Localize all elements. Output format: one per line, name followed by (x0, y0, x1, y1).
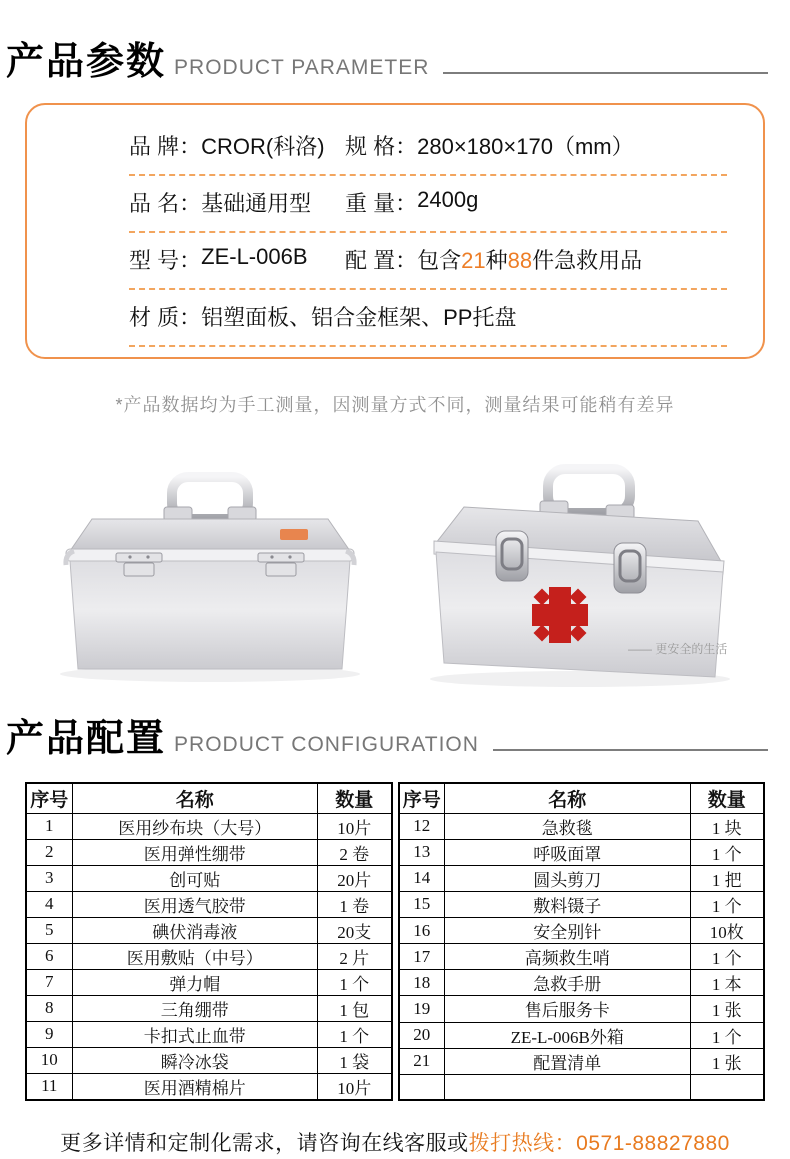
model-label: 型 号： (129, 248, 202, 273)
table-cell-name (445, 1074, 691, 1099)
section-parameter-heading (0, 0, 790, 85)
table-row (26, 839, 392, 865)
table-cell-qty: 1 个 (318, 969, 392, 995)
orange-sticker (280, 529, 308, 540)
size-value: 280×180×170（mm） (417, 134, 634, 159)
table-cell-no: 7 (26, 969, 72, 995)
config-value: 包含21种88件急救用品 (417, 248, 643, 273)
section-title-en: PRODUCT PARAMETER (174, 56, 430, 79)
table-row (399, 970, 765, 996)
table-cell-name: 卡扣式止血带 (72, 1021, 318, 1047)
table-cell-qty: 1 把 (690, 865, 764, 891)
table-row (26, 969, 392, 995)
table-cell-no: 18 (399, 970, 445, 996)
table-cell-qty: 1 块 (690, 813, 764, 839)
config-kind-count: 21 (461, 248, 486, 273)
case-rim (66, 549, 354, 561)
table-cell-no: 6 (26, 943, 72, 969)
table-cell-no: 5 (26, 917, 72, 943)
table-cell-qty: 20片 (318, 865, 392, 891)
spec-box (25, 103, 765, 359)
case-handle (164, 477, 256, 521)
name-value: 基础通用型 (201, 191, 312, 216)
table-cell-qty: 10片 (318, 813, 392, 839)
table-cell-name: 三角绷带 (72, 995, 318, 1021)
table-cell-no: 14 (399, 865, 445, 891)
table-cell-qty: 1 包 (318, 995, 392, 1021)
table-cell-name: 敷料镊子 (445, 891, 691, 917)
table-row (26, 917, 392, 943)
footer-text: 更多详情和定制化需求，请咨询在线客服或 (60, 1131, 469, 1155)
table-cell-qty: 1 个 (690, 1022, 764, 1048)
table-cell-no: 16 (399, 918, 445, 944)
table-cell-no: 1 (26, 813, 72, 839)
spec-name (129, 187, 345, 218)
table-row (26, 943, 392, 969)
material-label: 材 质： (129, 305, 202, 330)
table-cell-name: 安全别针 (445, 918, 691, 944)
spec-row-material (129, 290, 727, 347)
case-body (70, 561, 350, 669)
table-cell-no: 21 (399, 1048, 445, 1074)
table-cell-no: 11 (26, 1073, 72, 1100)
table-cell-name: 医用透气胶带 (72, 891, 318, 917)
table-cell-qty: 2 片 (318, 943, 392, 969)
table-cell-name: 急救手册 (445, 970, 691, 996)
table-row (399, 1048, 765, 1074)
table-cell-name: 医用敷贴（中号） (72, 943, 318, 969)
product-photo-front (400, 443, 760, 693)
table-row (399, 839, 765, 865)
section-title-zh: 产品配置 (6, 718, 167, 760)
column-header-name: 名称 (72, 783, 318, 813)
table-row (26, 1021, 392, 1047)
table-row (399, 891, 765, 917)
table-cell-qty: 10枚 (690, 918, 764, 944)
spec-material (129, 301, 516, 332)
table-cell-no: 20 (399, 1022, 445, 1048)
column-header-qty: 数量 (690, 783, 764, 813)
table-cell-qty: 1 卷 (318, 891, 392, 917)
table-cell-name: 弹力帽 (72, 969, 318, 995)
configuration-tables (0, 782, 790, 1101)
table-cell-qty: 1 袋 (318, 1047, 392, 1073)
table-cell-name: 圆头剪刀 (445, 865, 691, 891)
table-cell-no: 4 (26, 891, 72, 917)
table-row (399, 918, 765, 944)
product-photo-back (30, 443, 390, 693)
first-aid-case-front-illustration (400, 443, 760, 693)
case-handle (540, 469, 634, 519)
table-header-row (26, 783, 392, 813)
name-label: 品 名： (129, 191, 202, 216)
size-label: 规 格： (345, 134, 418, 159)
footer-contact-line (0, 1127, 790, 1157)
spec-row-brand-size (129, 119, 727, 176)
table-cell-qty: 1 个 (690, 944, 764, 970)
table-cell-no: 13 (399, 839, 445, 865)
section-title-zh: 产品参数 (6, 41, 167, 83)
table-row (399, 813, 765, 839)
config-label: 配 置： (345, 248, 418, 273)
section-configuration-heading (0, 693, 790, 762)
table-cell-qty: 1 个 (690, 891, 764, 917)
table-row (26, 891, 392, 917)
spec-model (129, 244, 345, 275)
table-cell-name: 急救毯 (445, 813, 691, 839)
table-row (399, 996, 765, 1022)
table-cell-no: 2 (26, 839, 72, 865)
table-cell-qty: 1 张 (690, 996, 764, 1022)
footer-hotline: 拨打热线：0571-88827880 (468, 1131, 730, 1155)
weight-value: 2400g (417, 187, 479, 212)
table-row (26, 1047, 392, 1073)
section-title-en: PRODUCT CONFIGURATION (174, 733, 479, 756)
table-cell-name: 碘伏消毒液 (72, 917, 318, 943)
table-row (26, 995, 392, 1021)
table-cell-name: 创可贴 (72, 865, 318, 891)
table-cell-no: 17 (399, 944, 445, 970)
spec-brand (129, 130, 345, 161)
table-row (26, 1073, 392, 1100)
table-cell-qty: 2 卷 (318, 839, 392, 865)
brand-label: 品 牌： (129, 134, 202, 159)
table-cell-no: 19 (399, 996, 445, 1022)
heading-rule (493, 749, 768, 751)
table-row (399, 1022, 765, 1048)
spec-weight (345, 187, 478, 218)
table-row (399, 865, 765, 891)
config-piece-count: 88 (507, 248, 533, 273)
table-cell-no: 8 (26, 995, 72, 1021)
spec-row-model-config (129, 233, 727, 290)
measurement-note: *产品数据均为手工测量，因测量方式不同，测量结果可能稍有差异 (115, 395, 675, 415)
table-cell-name: 呼吸面罩 (445, 839, 691, 865)
table-cell-no: 3 (26, 865, 72, 891)
table-cell-no: 12 (399, 813, 445, 839)
table-cell-qty: 1 个 (318, 1021, 392, 1047)
table-cell-qty: 1 张 (690, 1048, 764, 1074)
table-cell-qty (690, 1074, 764, 1099)
red-cross-logo (532, 587, 588, 643)
table-cell-name: 医用酒精棉片 (72, 1073, 318, 1100)
spec-size (345, 130, 634, 161)
table-cell-no (399, 1074, 445, 1099)
table-cell-name: 瞬冷冰袋 (72, 1047, 318, 1073)
column-header-qty: 数量 (318, 783, 392, 813)
table-cell-qty: 1 个 (690, 839, 764, 865)
material-value: 铝塑面板、铝合金框架、PP托盘 (201, 305, 517, 330)
table-cell-qty: 10片 (318, 1073, 392, 1100)
config-table-left (25, 782, 393, 1101)
table-cell-name: 配置清单 (445, 1048, 691, 1074)
model-value: ZE-L-006B (201, 244, 308, 269)
table-cell-qty: 1 本 (690, 970, 764, 996)
table-cell-qty: 20支 (318, 917, 392, 943)
table-cell-no: 9 (26, 1021, 72, 1047)
table-row (26, 813, 392, 839)
config-table-right (398, 782, 766, 1101)
weight-label: 重 量： (345, 191, 418, 216)
table-cell-no: 10 (26, 1047, 72, 1073)
product-photos (0, 443, 790, 693)
spec-row-name-weight (129, 176, 727, 233)
brand-value: CROR(科洛) (201, 134, 325, 159)
table-row (26, 865, 392, 891)
table-row (399, 1074, 765, 1099)
table-cell-name: 售后服务卡 (445, 996, 691, 1022)
heading-rule (443, 72, 768, 74)
table-cell-name: 医用纱布块（大号） (72, 813, 318, 839)
table-cell-name: ZE-L-006B外箱 (445, 1022, 691, 1048)
spec-config (345, 244, 642, 275)
table-header-row (399, 783, 765, 813)
first-aid-case-back-illustration (30, 443, 390, 693)
table-row (399, 944, 765, 970)
column-header-no: 序号 (399, 783, 445, 813)
case-slogan: —— 更安全的生活 (628, 642, 728, 656)
column-header-name: 名称 (445, 783, 691, 813)
table-cell-no: 15 (399, 891, 445, 917)
column-header-no: 序号 (26, 783, 72, 813)
table-cell-name: 高频救生哨 (445, 944, 691, 970)
table-cell-name: 医用弹性绷带 (72, 839, 318, 865)
